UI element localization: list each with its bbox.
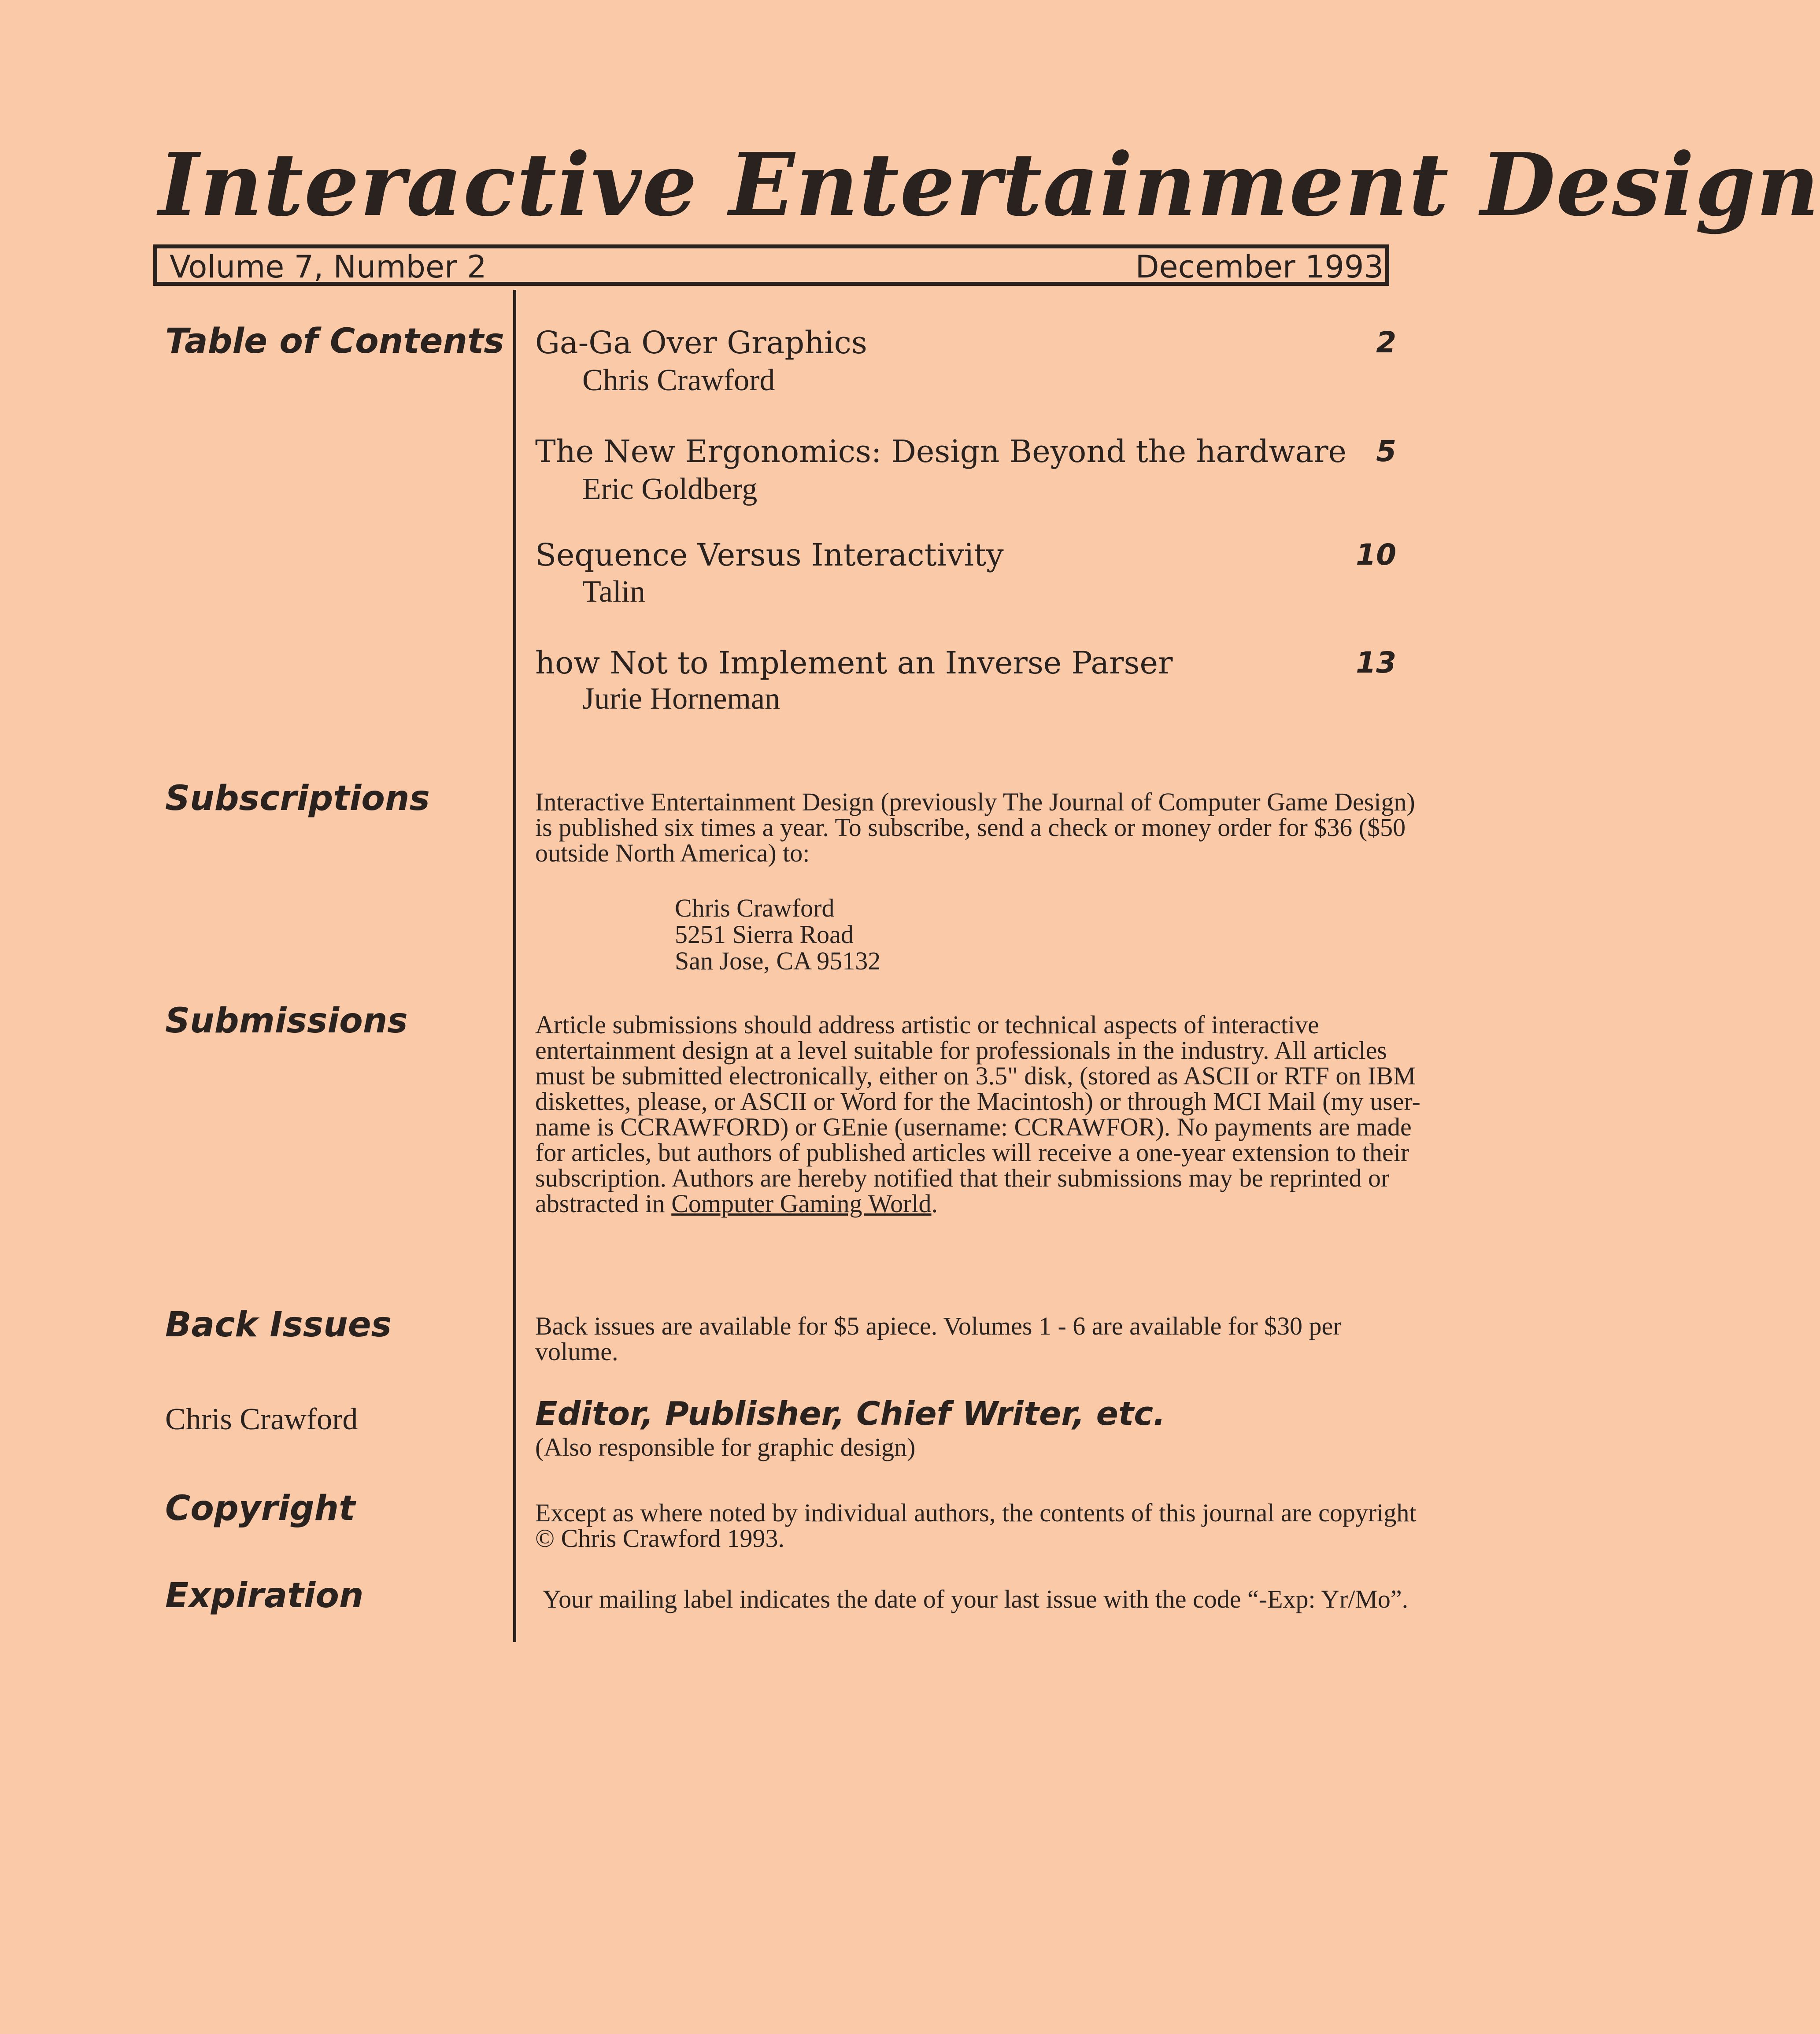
expiration-text xyxy=(543,1587,1432,1612)
toc-entry-title: Ga-Ga Over Graphics xyxy=(535,325,867,361)
back-issues-heading: Back Issues xyxy=(165,1305,392,1345)
toc-entry-title: The New Ergonomics: Design Beyond the hardware xyxy=(535,433,1347,470)
mailing-address xyxy=(675,895,880,974)
subscriptions-heading: Subscriptions xyxy=(165,779,430,818)
toc-entry-author: Talin xyxy=(582,575,645,609)
submissions-end: . xyxy=(931,1189,938,1218)
expiration-paragraph: Your mailing label indicates the date of your last issue with the code “-Exp: Yr/Mo”. xyxy=(543,1585,1409,1613)
toc-entry-title: how Not to Implement an Inverse Parser xyxy=(535,645,1173,681)
toc-entry-author: Jurie Horneman xyxy=(582,682,781,716)
table-of-contents-heading: Table of Contents xyxy=(165,322,504,361)
address-line: Chris Crawford xyxy=(675,894,835,922)
expiration-heading: Expiration xyxy=(165,1576,364,1616)
address-line: San Jose, CA 95132 xyxy=(675,947,881,975)
editor-name: Chris Crawford xyxy=(165,1402,358,1436)
toc-entry-page: 2 xyxy=(1376,325,1396,359)
journal-title: Interactive Entertainment Design xyxy=(159,134,1820,236)
copyright-heading: Copyright xyxy=(165,1489,355,1528)
copyright-paragraph: Except as where noted by individual authors, the contents of this journal are copyright © Chris Crawford 1993. xyxy=(535,1498,1417,1553)
editor-note: (Also responsible for graphic design) xyxy=(535,1433,916,1461)
volume-number: Volume 7, Number 2 xyxy=(170,249,487,285)
address-line: 5251 Sierra Road xyxy=(675,920,854,949)
back-issues-text xyxy=(535,1313,1425,1365)
copyright-text xyxy=(535,1500,1425,1551)
subscriptions-text xyxy=(535,789,1425,866)
toc-entry-page: 5 xyxy=(1376,434,1396,468)
editor-role: Editor, Publisher, Chief Writer, etc. xyxy=(535,1395,1166,1433)
toc-entry-author: Eric Goldberg xyxy=(582,472,758,506)
subscriptions-paragraph: Interactive Entertainment Design (previously The Journal of Computer Game Design) is published six times a year. To subscribe, send a check or money order for $36 ($50 outside North America) to: xyxy=(535,788,1415,867)
issue-info-bar xyxy=(153,244,1389,286)
submissions-paragraph xyxy=(535,1012,1425,1217)
back-issues-paragraph: Back issues are available for $5 apiece. Volumes 1 - 6 are available for $30 per volume. xyxy=(535,1312,1342,1366)
toc-entry-author: Chris Crawford xyxy=(582,363,775,397)
column-divider xyxy=(513,290,516,1642)
submissions-heading: Submissions xyxy=(165,1001,408,1041)
submissions-body: Article submissions should address artistic or technical aspects of interactive entertainment design at a level suitable for professionals in the industry. All articles must be submitted electronically, either on 3.5" disk, (stored as ASCII or RTF on IBM diskettes, please, or ASCII or Word for the Macintosh) or through MCI Mail (my user-name is CCRAWFORD) or GEnie (username: CCRAWFOR). No payments are made for articles, but authors of published articles will receive a one-year extension to their subscription. Authors are hereby notified that their submissions may be reprinted or abstracted in xyxy=(535,1010,1420,1218)
issue-date: December 1993 xyxy=(1135,249,1383,285)
submissions-text xyxy=(535,1012,1425,1217)
publication-name: Computer Gaming World xyxy=(671,1189,932,1218)
toc-entry-title: Sequence Versus Interactivity xyxy=(535,537,1004,573)
toc-entry-page: 10 xyxy=(1356,538,1396,572)
toc-entry-page: 13 xyxy=(1356,646,1396,680)
